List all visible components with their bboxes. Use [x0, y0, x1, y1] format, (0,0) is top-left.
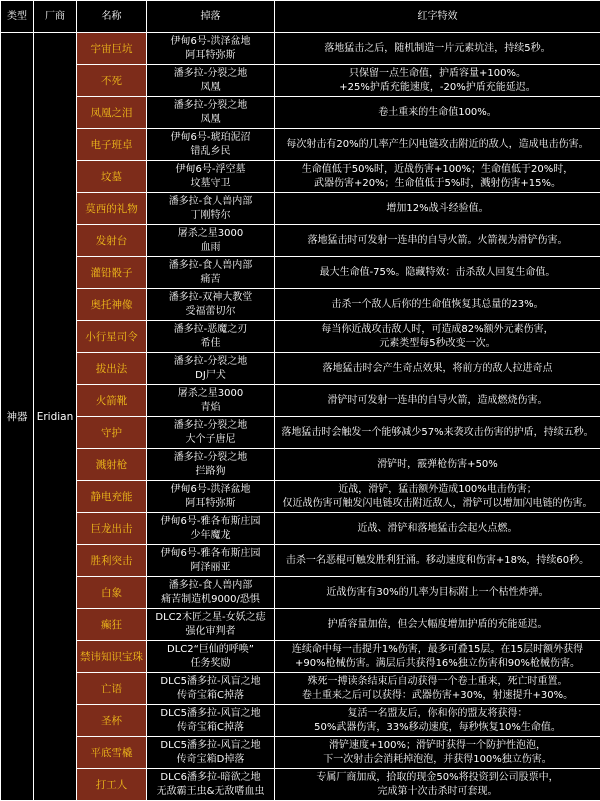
drop-line: 传奇宝箱D掉落 [147, 753, 274, 767]
table-row [1, 737, 600, 769]
drop-line: 痛苦 [147, 273, 274, 287]
drop-cell [147, 353, 275, 385]
item-name-cell: 灌铅骰子 [77, 257, 147, 289]
drop-cell [147, 481, 275, 513]
effect-line: 专属厂商加成，拾取的现金50%将投资到公司股票中， [275, 771, 600, 785]
drop-line: 阿泽丽亚 [147, 561, 274, 575]
effect-cell [275, 65, 600, 97]
effect-cell [275, 289, 600, 321]
table-row [1, 577, 600, 609]
effect-line: 连续命中每一击提升1%伤害，最多可叠15层。在15层时额外获得 [275, 643, 600, 657]
table-row [1, 449, 600, 481]
effect-line: 滑铲时可发射一连串的自导火箭，造成燃烧伤害。 [275, 394, 600, 408]
effect-line: 滑铲速度+100%；滑铲时获得一个防护性泡泡， [275, 739, 600, 753]
effect-cell [275, 673, 600, 705]
table-row [1, 289, 600, 321]
drop-line: 潘多拉-食人兽内部 [147, 259, 274, 273]
effect-cell [275, 609, 600, 641]
drop-line: 坟墓守卫 [147, 177, 274, 191]
table-row [1, 705, 600, 737]
effect-line: 武器伤害+20%；生命值低于5%时，溅射伤害+15%。 [275, 177, 600, 191]
effect-cell [275, 353, 600, 385]
effect-cell [275, 769, 600, 801]
drop-cell [147, 321, 275, 353]
drop-line: 阿耳特弥斯 [147, 497, 274, 511]
drop-line: DLC5潘多拉-风盲之地 [147, 675, 274, 689]
effect-cell [275, 33, 600, 65]
table-row [1, 193, 600, 225]
drop-line: 阿耳特弥斯 [147, 49, 274, 63]
drop-cell [147, 225, 275, 257]
table-row [1, 769, 600, 801]
drop-line: DLC5潘多拉-风盲之地 [147, 707, 274, 721]
effect-line: 每当你近战攻击敌人时，可造成82%额外元素伤害， [275, 323, 600, 337]
item-name-cell: 凤凰之泪 [77, 97, 147, 129]
table-row [1, 225, 600, 257]
drop-line: 受福蕾切尔 [147, 305, 274, 319]
header-name: 名称 [77, 1, 147, 33]
drop-line: 潘多拉-分裂之地 [147, 419, 274, 433]
table-row [1, 641, 600, 673]
drop-cell [147, 129, 275, 161]
effect-line: 只保留一点生命值，护盾容量+100%。 [275, 67, 600, 81]
drop-line: DLC6潘多拉-暗欲之地 [147, 771, 274, 785]
item-name-cell: 小行星司令 [77, 321, 147, 353]
drop-line: 潘多拉-分裂之地 [147, 67, 274, 81]
drop-cell [147, 417, 275, 449]
effect-line: 仅近战伤害可触发闪电链攻击附近敌人，滑铲可以增加闪电链的伤害。 [275, 497, 600, 511]
drop-line: 潘多拉-食人兽内部 [147, 195, 274, 209]
drop-line: 拦路狗 [147, 465, 274, 479]
effect-line: 卷土重来的生命值100%。 [275, 106, 600, 120]
effect-cell [275, 417, 600, 449]
drop-line: 青焰 [147, 401, 274, 415]
item-name-cell: 不死 [77, 65, 147, 97]
item-name-cell: 宇宙巨坑 [77, 33, 147, 65]
drop-line: 传奇宝箱C掉落 [147, 689, 274, 703]
item-name-cell: 坟墓 [77, 161, 147, 193]
table-row [1, 481, 600, 513]
table-row [1, 353, 600, 385]
drop-line: 伊甸6号-洪泽盆地 [147, 35, 274, 49]
drop-cell [147, 65, 275, 97]
drop-line: 血雨 [147, 241, 274, 255]
drop-line: 少年魔龙 [147, 529, 274, 543]
type-cell: 神器 [1, 33, 34, 801]
effect-line: 殊死一搏读条结束后自动获得一个卷土重来，死亡时重置。 [275, 675, 600, 689]
effect-line: 落地猛击之后，随机制造一片元素坑洼，持续5秒。 [275, 42, 600, 56]
item-name-cell: 打工人 [77, 769, 147, 801]
item-name-cell: 圣杯 [77, 705, 147, 737]
header-type: 类型 [1, 1, 34, 33]
table-row [1, 65, 600, 97]
effect-cell [275, 193, 600, 225]
drop-line: 屠杀之星3000 [147, 227, 274, 241]
effect-line: 最大生命值-75%。隐藏特效：击杀敌人回复生命值。 [275, 266, 600, 280]
item-name-cell: 电子班卓 [77, 129, 147, 161]
drop-line: 潘多拉-分裂之地 [147, 99, 274, 113]
table-row [1, 161, 600, 193]
drop-line: 任务奖励 [147, 657, 274, 671]
effect-line: +25%护盾充能速度，-20%护盾充能延迟。 [275, 81, 600, 95]
drop-line: 伊甸6号-雅各布斯庄园 [147, 515, 274, 529]
drop-line: 传奇宝箱C掉落 [147, 721, 274, 735]
table-row [1, 33, 600, 65]
effect-line: 卷土重来之后可以获得：武器伤害+30%，射速提升+30%。 [275, 689, 600, 703]
drop-line: 希佳 [147, 337, 274, 351]
drop-cell [147, 449, 275, 481]
drop-line: 丁刚特尔 [147, 209, 274, 223]
table-row [1, 385, 600, 417]
effect-cell [275, 705, 600, 737]
drop-line: 错乱乡民 [147, 145, 274, 159]
item-name-cell: 溅射枪 [77, 449, 147, 481]
item-name-cell: 火箭靴 [77, 385, 147, 417]
drop-line: 屠杀之星3000 [147, 387, 274, 401]
effect-line: +90%枪械伤害。满层后共获得16%独立伤害和90%枪械伤害。 [275, 657, 600, 671]
item-name-cell: 白象 [77, 577, 147, 609]
item-name-cell: 亡语 [77, 673, 147, 705]
table-row [1, 513, 600, 545]
drop-line: 伊甸6号-浮空墓 [147, 163, 274, 177]
table-row [1, 257, 600, 289]
drop-cell [147, 161, 275, 193]
drop-cell [147, 289, 275, 321]
effect-line: 近战、滑铲和落地猛击会起火点燃。 [275, 522, 600, 536]
drop-cell [147, 33, 275, 65]
drop-line: DLC2木匠之星-女妖之痣 [147, 611, 274, 625]
drop-cell [147, 705, 275, 737]
effect-cell [275, 481, 600, 513]
item-name-cell: 奥托神像 [77, 289, 147, 321]
effect-cell [275, 513, 600, 545]
effect-line: 近战伤害有30%的几率为目标附上一个枯性炸弹。 [275, 586, 600, 600]
header-drop: 掉落 [147, 1, 275, 33]
drop-line: 潘多拉-分裂之地 [147, 451, 274, 465]
effect-cell [275, 737, 600, 769]
drop-cell [147, 609, 275, 641]
drop-line: 潘多拉-恶魔之刃 [147, 323, 274, 337]
header-effect: 红字特效 [275, 1, 600, 33]
effect-line: 落地猛击时会产生奇点效果，将前方的敌人拉进奇点 [275, 362, 600, 376]
drop-cell [147, 513, 275, 545]
item-name-cell: 莫西的礼物 [77, 193, 147, 225]
drop-cell [147, 97, 275, 129]
drop-line: 潘多拉-食人兽内部 [147, 579, 274, 593]
effect-line: 落地猛击时可发射一连串的自导火箭。火箭视为滑铲伤害。 [275, 234, 600, 248]
effect-cell [275, 577, 600, 609]
drop-line: 伊甸6号-雅各布斯庄园 [147, 547, 274, 561]
drop-line: 大个子唐尼 [147, 433, 274, 447]
table-row [1, 417, 600, 449]
drop-line: 凤凰 [147, 81, 274, 95]
drop-line: 痛苦制造机9000/恐惧 [147, 593, 274, 607]
item-name-cell: 静电充能 [77, 481, 147, 513]
item-name-cell: 拔出法 [77, 353, 147, 385]
drop-cell [147, 193, 275, 225]
drop-line: 凤凰 [147, 113, 274, 127]
drop-line: 无敌霸王虫&无敌嗜血虫 [147, 785, 274, 799]
item-name-cell: 胜利突击 [77, 545, 147, 577]
drop-line: DLC2“巨仙的呼唤” [147, 643, 274, 657]
effect-line: 50%武器伤害，33%移动速度，每秒恢复10%生命值。 [275, 721, 600, 735]
effect-cell [275, 449, 600, 481]
effect-line: 完成第十次击杀时可套现。 [275, 785, 600, 799]
effect-cell [275, 97, 600, 129]
table-body [1, 33, 600, 801]
drop-cell [147, 577, 275, 609]
effect-cell [275, 321, 600, 353]
item-name-cell: 禁讳知识宝珠 [77, 641, 147, 673]
effect-line: 击杀一个敌人后你的生命值恢复其总量的23%。 [275, 298, 600, 312]
drop-cell [147, 673, 275, 705]
effect-line: 每次射击有20%的几率产生闪电链攻击附近的敌人，造成电击伤害。 [275, 138, 600, 152]
effect-line: 增加12%战斗经验值。 [275, 202, 600, 216]
table-row [1, 609, 600, 641]
vendor-cell: Eridian [34, 33, 77, 801]
drop-line: 伊甸6号-洪泽盆地 [147, 483, 274, 497]
drop-line: 伊甸6号-琥珀泥沼 [147, 131, 274, 145]
drop-line: DLC5潘多拉-风盲之地 [147, 739, 274, 753]
drop-line: DJ尸犬 [147, 369, 274, 383]
effect-cell [275, 257, 600, 289]
item-name-cell: 发射台 [77, 225, 147, 257]
item-name-cell: 平底雪橇 [77, 737, 147, 769]
effect-line: 护盾容量加倍，但会大幅度增加护盾的充能延迟。 [275, 618, 600, 632]
drop-line: 潘多拉-分裂之地 [147, 355, 274, 369]
effect-cell [275, 385, 600, 417]
header-row [1, 1, 600, 33]
effect-line: 近战，滑铲，猛击额外造成100%电击伤害； [275, 483, 600, 497]
drop-cell [147, 545, 275, 577]
effect-cell [275, 129, 600, 161]
table-row [1, 673, 600, 705]
table-row [1, 97, 600, 129]
effect-line: 生命值低于50%时，近战伤害+100%；生命值低于20%时， [275, 163, 600, 177]
drop-cell [147, 737, 275, 769]
effect-line: 落地猛击时会触发一个能够减少57%来袭攻击伤害的护盾，持续五秒。 [275, 426, 600, 440]
effect-cell [275, 225, 600, 257]
drop-cell [147, 769, 275, 801]
effect-line: 下一次射击会消耗掉泡泡，并获得100%独立伤害。 [275, 753, 600, 767]
effect-cell [275, 545, 600, 577]
item-name-cell: 巨龙出击 [77, 513, 147, 545]
effect-cell [275, 161, 600, 193]
drop-cell [147, 257, 275, 289]
effect-cell [275, 641, 600, 673]
effect-line: 滑铲时，霰弹枪伤害+50% [275, 458, 600, 472]
effect-line: 复活一名盟友后，你和你的盟友将获得： [275, 707, 600, 721]
item-name-cell: 守护 [77, 417, 147, 449]
header-vendor: 厂商 [34, 1, 77, 33]
drop-cell [147, 385, 275, 417]
drop-line: 潘多拉-双神大教堂 [147, 291, 274, 305]
effect-line: 元素类型每5秒改变一次。 [275, 337, 600, 351]
table-row [1, 545, 600, 577]
drop-line: 强化审判者 [147, 625, 274, 639]
drop-cell [147, 641, 275, 673]
effect-line: 击杀一名恶棍可触发胜利狂涌。移动速度和伤害+18%，持续60秒。 [275, 554, 600, 568]
item-name-cell: 癫狂 [77, 609, 147, 641]
table-row [1, 129, 600, 161]
table-row [1, 321, 600, 353]
